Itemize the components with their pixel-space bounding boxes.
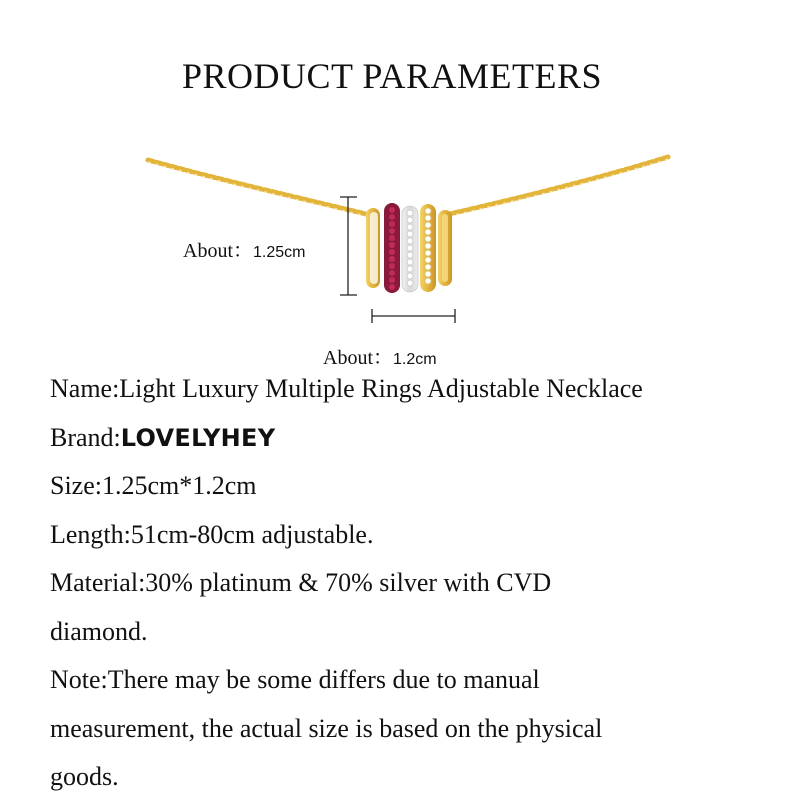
rings-pendant <box>366 203 452 293</box>
width-label-value: 1.2cm <box>393 351 437 368</box>
height-label-value: 1.25cm <box>253 244 306 261</box>
chain-left <box>148 160 370 217</box>
page-title: PRODUCT PARAMETERS <box>181 56 603 96</box>
necklace-illustration <box>0 0 800 380</box>
spec-name: Name:Light Luxury Multiple Rings Adjustable Necklace <box>50 374 643 403</box>
brand-label: Brand: <box>50 422 121 452</box>
width-label-prefix: About： <box>323 347 393 369</box>
height-label <box>183 234 305 263</box>
width-dimension-marker <box>372 309 455 323</box>
spec-note-line-2: measurement, the actual size is based on the physical <box>50 713 603 743</box>
spec-brand <box>50 414 790 463</box>
spec-note-line-3: goods. <box>50 762 119 791</box>
brand-value: LOVELYHEY <box>120 423 276 452</box>
spec-material-line-2: diamond. <box>50 616 148 646</box>
spec-material-line-1: Material:30% platinum & 70% silver with CVD <box>50 568 552 597</box>
spec-size: Size:1.25cm*1.2cm <box>50 471 257 500</box>
product-specs <box>50 365 790 802</box>
spec-note-line-1: Note:There may be some differs due to manual <box>50 665 540 694</box>
chain-right <box>445 157 668 217</box>
height-label-prefix: About： <box>183 240 253 262</box>
spec-length: Length:51cm-80cm adjustable. <box>50 519 374 549</box>
product-figure <box>0 0 800 380</box>
